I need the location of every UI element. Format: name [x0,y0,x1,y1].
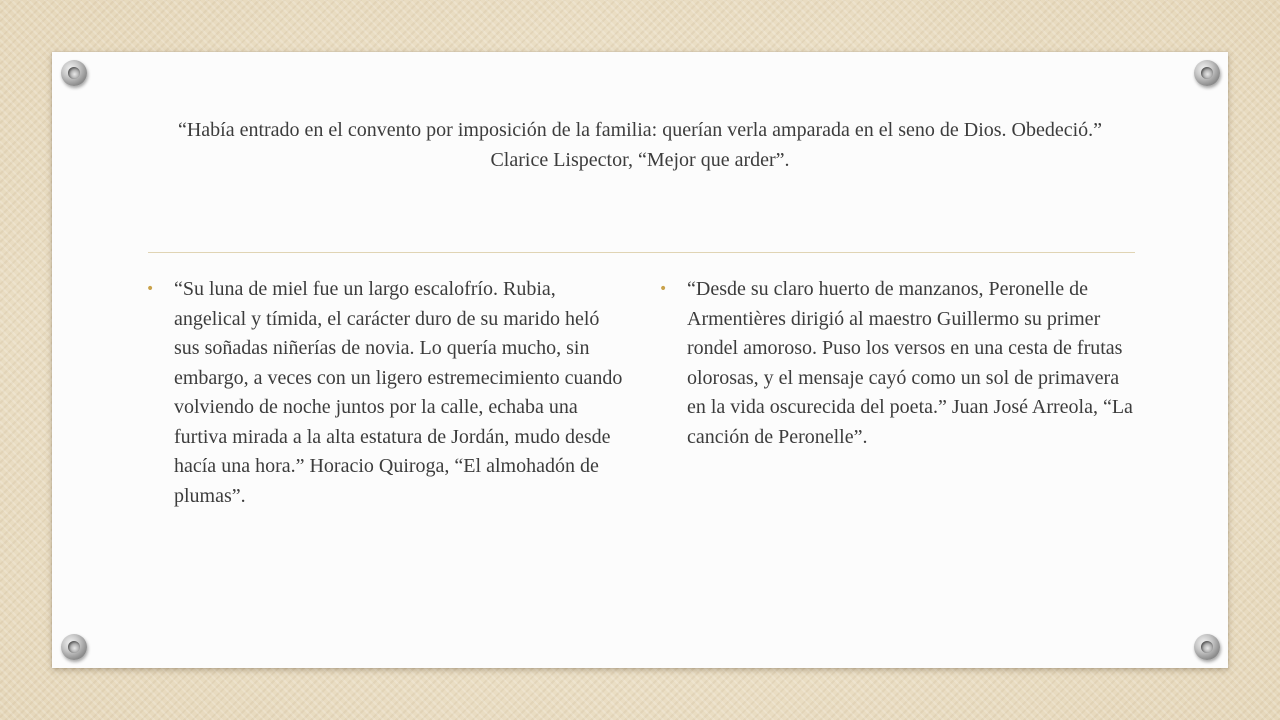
left-quote-text: “Su luna de miel fue un largo escalofrío. Rubia, angelical y tímida, el carácter duro de su marido heló sus soñadas niñerías de novia. Lo quería mucho, sin embargo, a veces con un ligero estremecimiento cuando volviendo de noche juntos por la calle, echaba una furtiva mirada a la alta estatura de Jordán, mudo desde hacía una hora.” Horacio Quiroga, “El almohadón de plumas”. [174,278,623,507]
pushpin-icon [61,634,87,660]
left-quote-column [146,275,626,511]
bullet-icon: • [146,281,155,297]
pushpin-icon [1194,634,1220,660]
slide-title: “Había entrado en el convento por imposición de la familia: querían verla amparada en el seno de Dios. Obedeció.” Clarice Lispector, “Mejor que arder”. [177,119,1103,171]
title-divider [148,252,1135,253]
pushpin-icon [61,60,87,86]
pushpin-icon [1194,60,1220,86]
right-quote-column [659,275,1139,452]
bullet-icon: • [659,281,668,297]
right-quote-text: “Desde su claro huerto de manzanos, Peronelle de Armentières dirigió al maestro Guillermo su primer rondel amoroso. Puso los versos en una cesta de frutas olorosas, y el mensaje cayó como un sol de primavera en la vida oscurecida del poeta.” Juan José Arreola, “La canción de Peronelle”. [687,278,1133,448]
